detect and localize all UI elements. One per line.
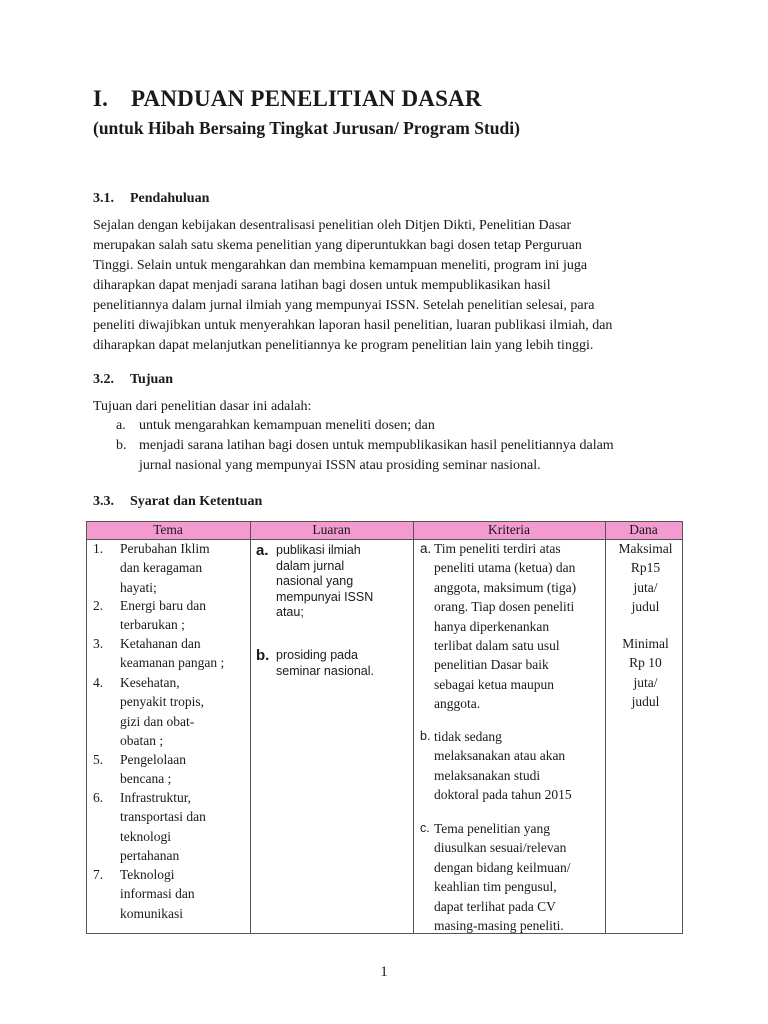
section-title: Syarat dan Ketentuan <box>130 494 263 509</box>
kriteria-line: orang. Tiap dosen peneliti <box>434 599 575 615</box>
paragraph-line: Sejalan dengan kebijakan desentralisasi penelitian oleh Ditjen Dikti, Penelitian Dasar <box>93 218 572 233</box>
section-number: 3.2. <box>93 372 114 387</box>
dana-line: juta/ <box>633 579 658 595</box>
tema-line: Kesehatan, <box>120 675 180 690</box>
dana-line: Minimal <box>622 636 669 651</box>
tema-line: Pengelolaan <box>120 752 186 767</box>
tema-line: gizi dan obat- <box>120 713 195 729</box>
kriteria-line: Tim peneliti terdiri atas <box>434 541 561 556</box>
kriteria-line: melaksanakan atau akan <box>434 748 566 764</box>
chapter-number: I. <box>93 86 109 111</box>
tema-line: keamanan pangan ; <box>120 655 225 671</box>
kriteria-line: peneliti utama (ketua) dan <box>434 560 576 576</box>
tema-number: 2. <box>93 598 104 613</box>
dana-line: Rp15 <box>630 560 661 576</box>
tema-line: obatan ; <box>120 733 164 749</box>
kriteria-line: terlibat dalam satu usul <box>434 638 560 654</box>
tema-number: 3. <box>93 636 104 651</box>
tema-number: 6. <box>93 790 104 805</box>
tema-line: komunikasi <box>120 905 183 921</box>
list-marker: a. <box>116 418 126 433</box>
kriteria-line: melaksanakan studi <box>434 767 541 783</box>
section-heading-tujuan <box>93 372 173 388</box>
kriteria-line: tidak sedang <box>434 729 502 744</box>
tema-number: 4. <box>93 675 104 690</box>
paragraph-line: peneliti diwajibkan untuk menyerahkan laporan hasil penelitian, luaran publikasi ilmiah, dan <box>93 318 613 333</box>
dana-line: Rp 10 <box>629 655 662 671</box>
kriteria-line: anggota, maksimum (tiga) <box>434 579 577 595</box>
table-border <box>413 521 414 934</box>
tema-number: 1. <box>93 541 104 556</box>
kriteria-line: diusulkan sesuai/relevan <box>434 840 567 856</box>
paragraph-line: merupakan salah satu skema penelitian yang diperuntukkan bagi dosen tetap Perguruan <box>93 238 582 253</box>
kriteria-marker: b. <box>420 729 431 743</box>
kriteria-line: penelitian Dasar baik <box>434 657 549 673</box>
tema-line: informasi dan <box>120 886 195 902</box>
chapter-heading <box>93 86 482 112</box>
page-number: 1 <box>380 964 388 980</box>
chapter-title: PANDUAN PENELITIAN DASAR <box>131 86 482 111</box>
tujuan-intro: Tujuan dari penelitian dasar ini adalah: <box>93 399 312 414</box>
header-kriteria: Kriteria <box>488 522 530 537</box>
luaran-line: dalam jurnal <box>276 558 345 573</box>
dana-line: juta/ <box>633 674 658 690</box>
dana-line: judul <box>631 694 660 710</box>
tema-line: transportasi dan <box>120 809 206 825</box>
kriteria-line: keahlian tim pengusul, <box>434 879 557 895</box>
paragraph-line: Tinggi. Selain untuk mengarahkan dan membina kemampuan meneliti, program ini juga <box>93 258 588 273</box>
list-marker: b. <box>116 438 127 453</box>
dana-line: Maksimal <box>618 541 673 556</box>
kriteria-line: doktoral pada tahun 2015 <box>434 787 572 803</box>
list-item: menjadi sarana latihan bagi dosen untuk mempublikasikan hasil penelitiannya dalam <box>139 438 614 453</box>
section-title: Tujuan <box>130 372 174 387</box>
tema-line: Infrastruktur, <box>120 790 192 805</box>
luaran-line: publikasi ilmiah <box>276 543 361 557</box>
tema-line: Energi baru dan <box>120 598 206 613</box>
kriteria-marker: c. <box>420 821 430 835</box>
section-heading-syarat <box>93 494 262 510</box>
section-number: 3.1. <box>93 191 114 206</box>
header-dana: Dana <box>629 522 658 537</box>
kriteria-line: sebagai ketua maupun <box>434 676 554 692</box>
luaran-line: nasional yang <box>276 574 354 588</box>
section-number: 3.3. <box>93 494 114 509</box>
header-tema: Tema <box>153 522 183 537</box>
chapter-subtitle: (untuk Hibah Bersaing Tingkat Jurusan/ Program Studi) <box>93 118 520 138</box>
section-heading-pendahuluan <box>93 191 209 207</box>
luaran-line: mempunyai ISSN <box>276 589 374 604</box>
kriteria-marker: a. <box>420 541 432 556</box>
luaran-line: atau; <box>276 605 304 619</box>
paragraph-line: penelitiannya dalam jurnal ilmiah yang mempunyai ISSN. Setelah penelitian selesai, para <box>93 298 595 313</box>
dana-minimal <box>608 634 683 712</box>
luaran-line: seminar nasional. <box>276 663 374 678</box>
kriteria-line: dapat terlihat pada CV <box>434 898 556 914</box>
luaran-line: prosiding pada <box>276 648 359 662</box>
paragraph-line: diharapkan dapat menjadi sarana latihan bagi dosen untuk mempublikasikan hasil <box>93 278 551 293</box>
pendahuluan-paragraph <box>93 216 676 356</box>
luaran-marker: b. <box>256 647 270 664</box>
tema-line: penyakit tropis, <box>120 694 204 710</box>
syarat-table <box>86 521 683 934</box>
kriteria-line: anggota. <box>434 696 481 712</box>
tema-line: Perubahan Iklim <box>120 541 210 556</box>
tema-line: Ketahanan dan <box>120 636 201 651</box>
paragraph-line: diharapkan dapat melanjutkan penelitiannya ke program penelitian lain yang lebih tinggi. <box>93 338 594 353</box>
list-item: untuk mengarahkan kemampuan meneliti dosen; dan <box>139 418 435 433</box>
table-border <box>86 521 87 934</box>
list-item: jurnal nasional yang mempunyai ISSN atau prosiding seminar nasional. <box>139 458 541 473</box>
kriteria-line: hanya diperkenankan <box>434 618 550 634</box>
kriteria-line: masing-masing peneliti. <box>434 918 564 934</box>
kriteria-line: dengan bidang keilmuan/ <box>434 859 571 875</box>
header-luaran: Luaran <box>312 522 351 537</box>
dana-line: judul <box>631 599 660 615</box>
tema-line: dan keragaman <box>120 560 203 576</box>
tema-line: hayati; <box>120 579 157 595</box>
dana-maksimal <box>608 539 683 617</box>
tema-line: Teknologi <box>120 867 175 882</box>
tema-line: terbarukan ; <box>120 617 185 633</box>
section-title: Pendahuluan <box>130 191 210 206</box>
tema-number: 5. <box>93 752 104 767</box>
table-border <box>605 521 606 934</box>
luaran-marker: a. <box>256 542 269 559</box>
tema-line: bencana ; <box>120 771 172 787</box>
tema-line: teknologi <box>120 828 171 844</box>
kriteria-line: Tema penelitian yang <box>434 821 551 836</box>
tema-number: 7. <box>93 867 104 882</box>
tema-line: pertahanan <box>120 848 180 864</box>
